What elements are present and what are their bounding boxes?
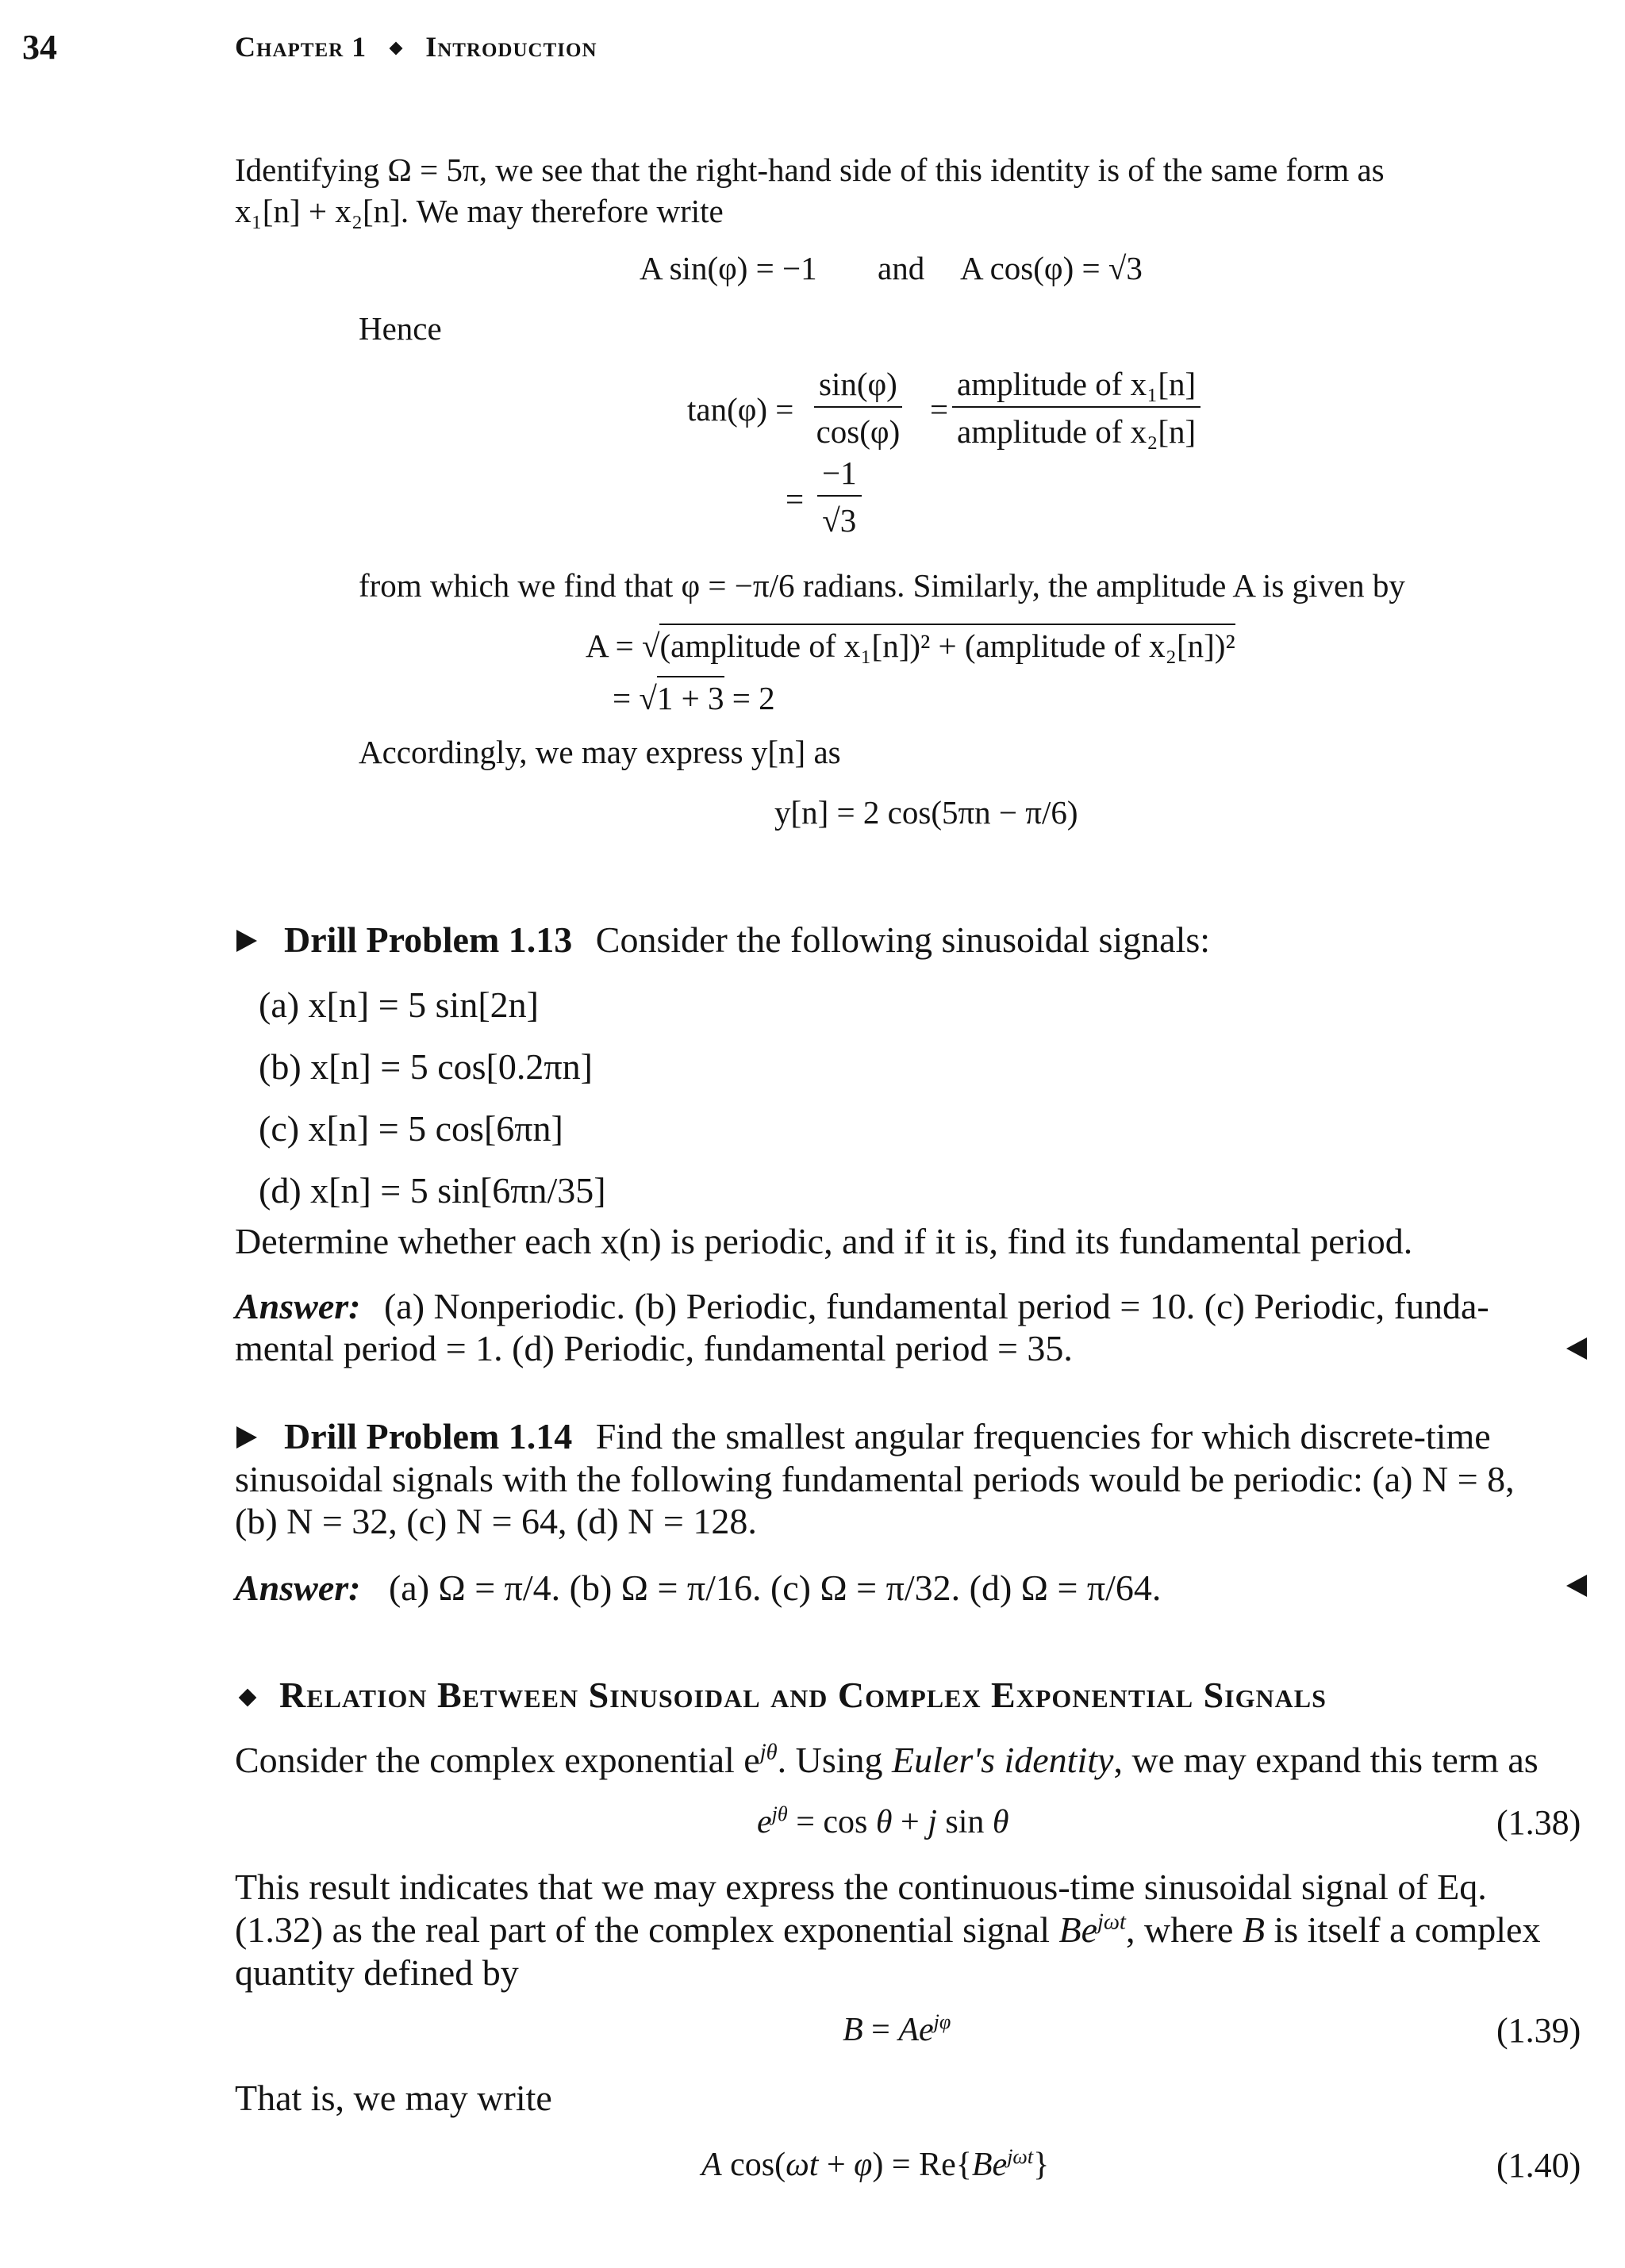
amplitude-lhs: A = √ bbox=[586, 627, 660, 664]
amplitude2-lhs: = √ bbox=[613, 680, 657, 716]
page-number: 34 bbox=[22, 28, 57, 67]
drill-14-line: sinusoidal signals with the following fundamental periods would be periodic: (a) N = 8, bbox=[235, 1459, 1515, 1499]
paragraph-line: Accordingly, we may express y[n] as bbox=[359, 734, 841, 770]
paragraph-line: x₁[n] + x₂[n]. We may therefore write bbox=[235, 193, 724, 229]
section-paragraph-line: (1.32) as the real part of the complex exponential signal $Be^{j\omega t}$, where B is itself a complex bbox=[235, 1909, 1541, 1950]
section-paragraph-line: That is, we may write bbox=[235, 2078, 552, 2118]
equation-number: (1.39) bbox=[1496, 2011, 1581, 2050]
running-head bbox=[235, 30, 597, 63]
drill-13-label: Drill Problem 1.13 bbox=[284, 919, 573, 960]
drill-13-item: (d) x[n] = 5 sin[6πn/35] bbox=[259, 1170, 606, 1211]
drill-13-item: (c) x[n] = 5 cos[6πn] bbox=[259, 1108, 563, 1149]
section-paragraph bbox=[235, 1739, 1539, 1781]
y-equation: y[n] = 2 cos(5πn − π/6) bbox=[774, 794, 1078, 831]
drill-13-item: (a) x[n] = 5 sin[2n] bbox=[259, 984, 539, 1025]
ratio-numerator: −1 bbox=[817, 454, 862, 497]
tan-lhs: tan(φ) = bbox=[687, 391, 794, 428]
equation-1-40: A $\cos(\omega t + \varphi) = Re\{Be^{j\omega t}\}$ bbox=[701, 2145, 1050, 2183]
amplitude-equation-2 bbox=[613, 676, 775, 717]
drill-14-heading bbox=[284, 1415, 1491, 1457]
p1-sup: jθ bbox=[759, 1740, 778, 1765]
drill-13-answer-line-2: mental period = 1. (d) Periodic, fundamental period = 35. bbox=[235, 1328, 1073, 1368]
drill-arrow-icon bbox=[236, 930, 257, 952]
equation-asin: A sin(φ) = −1 bbox=[640, 250, 817, 286]
end-arrow-icon bbox=[1566, 1337, 1587, 1360]
section-heading-text: Relation Between Sinusoidal and Complex Exponential Signals bbox=[279, 1675, 1327, 1715]
amplitude-equation bbox=[586, 624, 1235, 665]
tan-numerator: sin(φ) bbox=[814, 365, 902, 408]
running-head-chapter: Chapter 1 bbox=[235, 31, 367, 63]
answer-label: Answer: bbox=[235, 1568, 361, 1608]
equation-1-39: $B = Ae^{j\varphi}$ bbox=[843, 2010, 951, 2048]
p1-mid: . Using bbox=[777, 1740, 893, 1780]
equation-1-38: $e^{j\theta} = \cos \theta + j$ sin θ bbox=[757, 1802, 1009, 1840]
ratio-equals: = bbox=[786, 481, 805, 517]
hence-label: Hence bbox=[359, 310, 442, 347]
p1-post: , we may expand this term as bbox=[1113, 1740, 1539, 1780]
section-paragraph-line: This result indicates that we may express the continuous-time sinusoidal signal of Eq. bbox=[235, 1867, 1487, 1907]
tan-denominator: cos(φ) bbox=[816, 413, 901, 450]
amplitude2-radicand: 1 + 3 bbox=[657, 676, 724, 717]
answer-label: Answer: bbox=[235, 1286, 361, 1326]
paragraph-line: from which we find that φ = −π/6 radians. Similarly, the amplitude A is given by bbox=[359, 567, 1405, 604]
drill-14-line: (b) N = 32, (c) N = 64, (d) N = 128. bbox=[235, 1501, 757, 1541]
drill-13-item: (b) x[n] = 5 cos[0.2πn] bbox=[259, 1046, 593, 1087]
end-arrow-icon bbox=[1566, 1575, 1587, 1597]
amplitude-fraction bbox=[952, 365, 1201, 451]
section-heading bbox=[279, 1674, 1327, 1716]
drill-13-question: Determine whether each x(n) is periodic, and if it is, find its fundamental period. bbox=[235, 1221, 1413, 1261]
drill-14-text: Find the smallest angular frequencies for which discrete-time bbox=[595, 1416, 1491, 1456]
drill-14-label: Drill Problem 1.14 bbox=[284, 1416, 573, 1456]
ratio-fraction bbox=[817, 454, 862, 539]
answer-text: (a) Ω = π/4. (b) Ω = π/16. (c) Ω = π/32. (d) Ω = π/64. bbox=[388, 1568, 1162, 1608]
amplitude-denominator: amplitude of x₂[n] bbox=[957, 413, 1197, 450]
equation-number: (1.40) bbox=[1496, 2146, 1581, 2185]
running-head-title: Introduction bbox=[425, 31, 597, 63]
section-paragraph-line: quantity defined by bbox=[235, 1952, 519, 1993]
tan-equals: = bbox=[930, 391, 949, 428]
section-bullet-icon bbox=[239, 1689, 257, 1707]
drill-13-text: Consider the following sinusoidal signals: bbox=[595, 919, 1211, 960]
equation-number: (1.38) bbox=[1496, 1803, 1581, 1842]
paragraph-line: Identifying Ω = 5π, we see that the right-hand side of this identity is of the same form as bbox=[235, 152, 1385, 188]
equation-and: and bbox=[878, 250, 925, 286]
p1-em: Euler's identity bbox=[892, 1740, 1114, 1780]
drill-13-heading bbox=[284, 919, 1210, 961]
ratio-denominator: √3 bbox=[822, 502, 857, 539]
drill-13-answer-line bbox=[235, 1285, 1489, 1327]
drill-14-answer-line bbox=[235, 1567, 1161, 1609]
drill-arrow-icon bbox=[236, 1426, 257, 1449]
tan-fraction bbox=[814, 365, 902, 451]
p1-pre: Consider the complex exponential e bbox=[235, 1740, 760, 1780]
amplitude2-rhs: = 2 bbox=[732, 680, 775, 716]
amplitude-numerator: amplitude of x₁[n] bbox=[952, 365, 1201, 408]
running-head-separator bbox=[390, 42, 403, 56]
answer-text: (a) Nonperiodic. (b) Periodic, fundamental period = 10. (c) Periodic, funda- bbox=[383, 1286, 1489, 1326]
equation-acos: A cos(φ) = √3 bbox=[960, 250, 1143, 286]
amplitude-radicand: (amplitude of x₁[n])² + (amplitude of x₂[n])² bbox=[659, 624, 1235, 665]
